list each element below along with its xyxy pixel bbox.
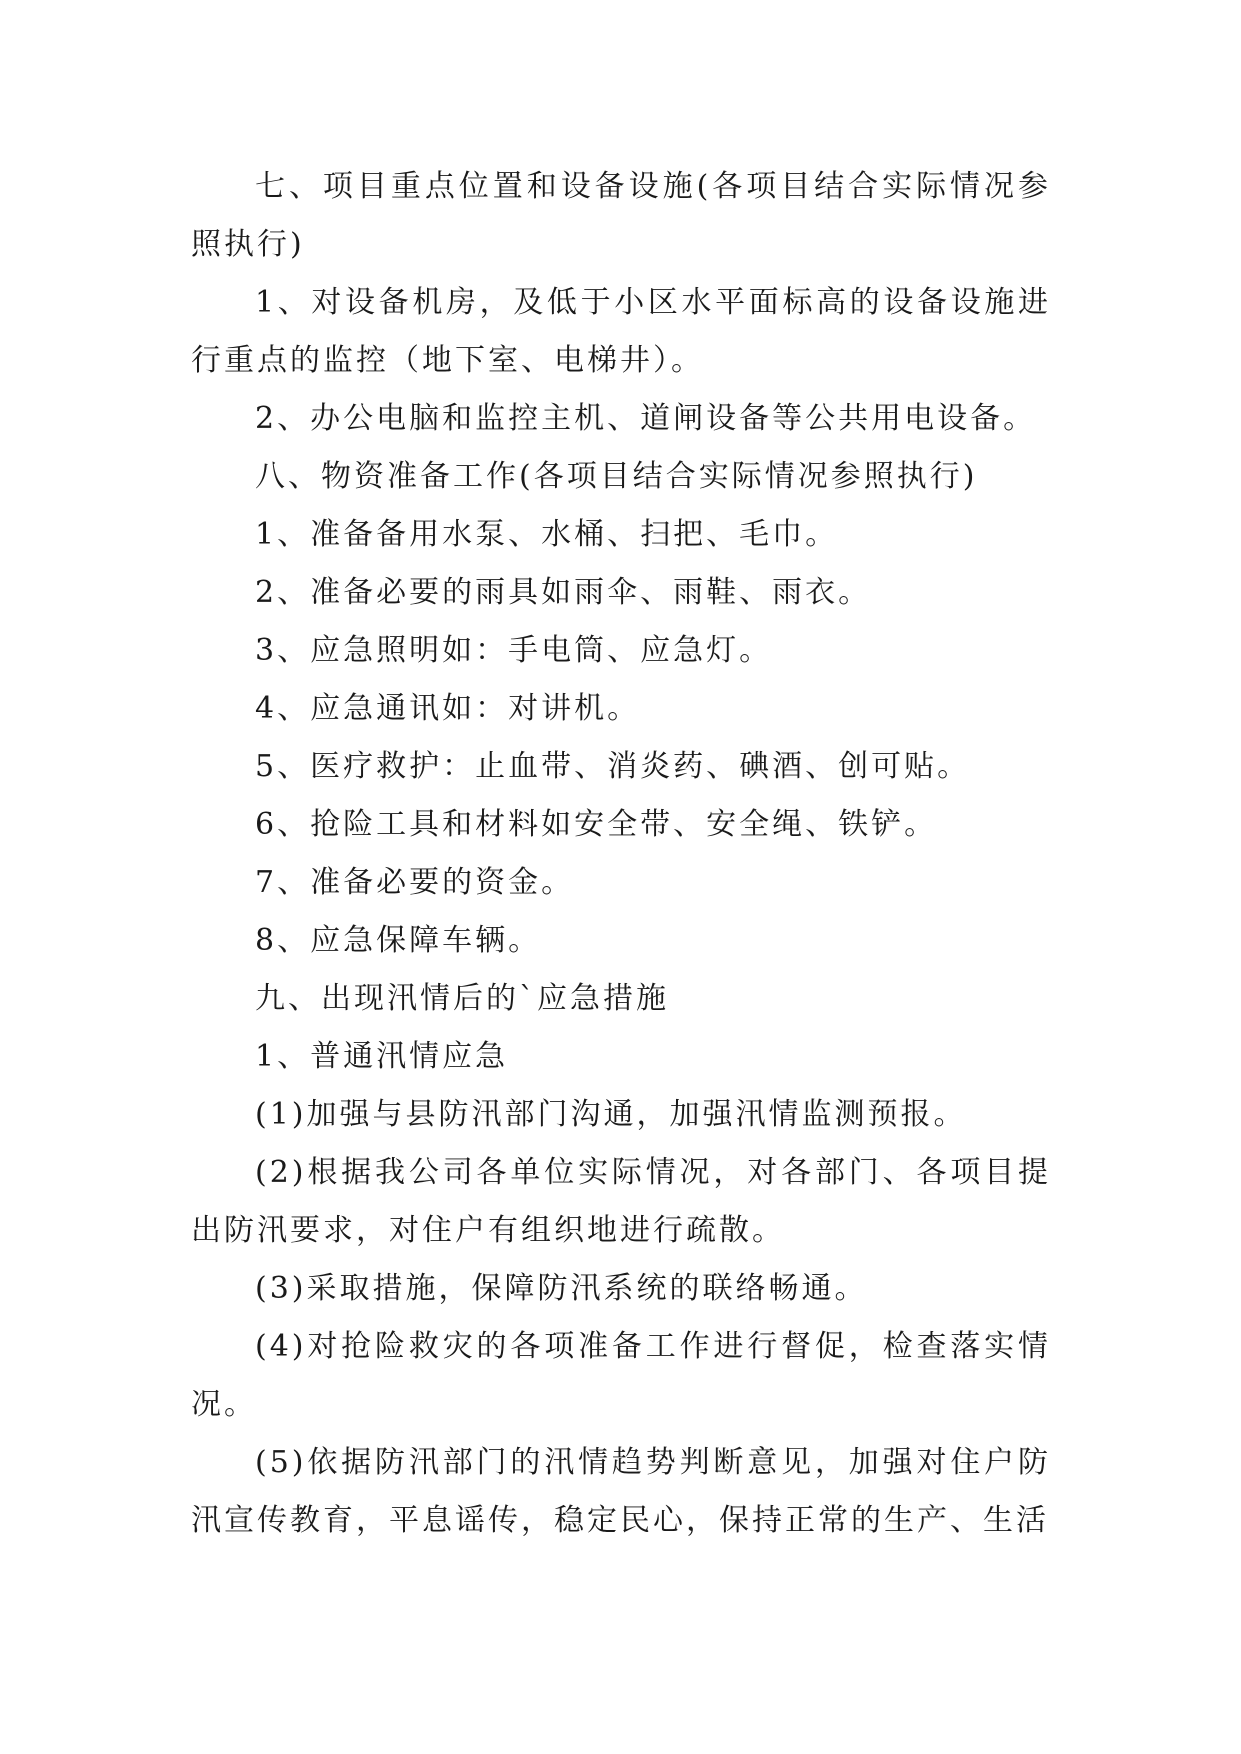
list-item: (4)对抢险救灾的各项准备工作进行督促，检查落实情况。 bbox=[191, 1329, 1051, 1422]
list-item: (2)根据我公司各单位实际情况，对各部门、各项目提出防汛要求，对住户有组织地进行疏散。 bbox=[191, 1155, 1051, 1248]
list-item: 6、抢险工具和材料如安全带、安全绳、铁铲。 bbox=[255, 807, 938, 842]
list-item: 7、准备必要的资金。 bbox=[255, 865, 575, 900]
list-item: 4、应急通讯如：对讲机。 bbox=[255, 691, 641, 726]
heading-eight: 八、物资准备工作(各项目结合实际情况参照执行) bbox=[255, 459, 978, 494]
list-item: (1)加强与县防汛部门沟通，加强汛情监测预报。 bbox=[255, 1097, 967, 1132]
list-item: 3、应急照明如：手电筒、应急灯。 bbox=[255, 633, 773, 668]
list-item: 8、应急保障车辆。 bbox=[255, 923, 542, 958]
heading-nine: 九、出现汛情后的`应急措施 bbox=[255, 981, 669, 1016]
heading-seven: 七、项目重点位置和设备设施(各项目结合实际情况参照执行) bbox=[191, 169, 1051, 262]
list-item: (3)采取措施，保障防汛系统的联络畅通。 bbox=[255, 1271, 868, 1306]
list-item: 1、对设备机房，及低于小区水平面标高的设备设施进行重点的监控（地下室、电梯井）。 bbox=[191, 285, 1051, 378]
list-item: 2、准备必要的雨具如雨伞、雨鞋、雨衣。 bbox=[255, 575, 872, 610]
list-item: 2、办公电脑和监控主机、道闸设备等公共用电设备。 bbox=[255, 401, 1037, 436]
list-item: 1、准备备用水泵、水桶、扫把、毛巾。 bbox=[255, 517, 839, 552]
document-body bbox=[191, 158, 1051, 1550]
subheading: 1、普通汛情应急 bbox=[255, 1039, 509, 1074]
list-item: 5、医疗救护：止血带、消炎药、碘酒、创可贴。 bbox=[255, 749, 971, 784]
list-item: (5)依据防汛部门的汛情趋势判断意见，加强对住户防汛宣传教育，平息谣传，稳定民心，保持正常的生产、生活 bbox=[191, 1445, 1051, 1538]
